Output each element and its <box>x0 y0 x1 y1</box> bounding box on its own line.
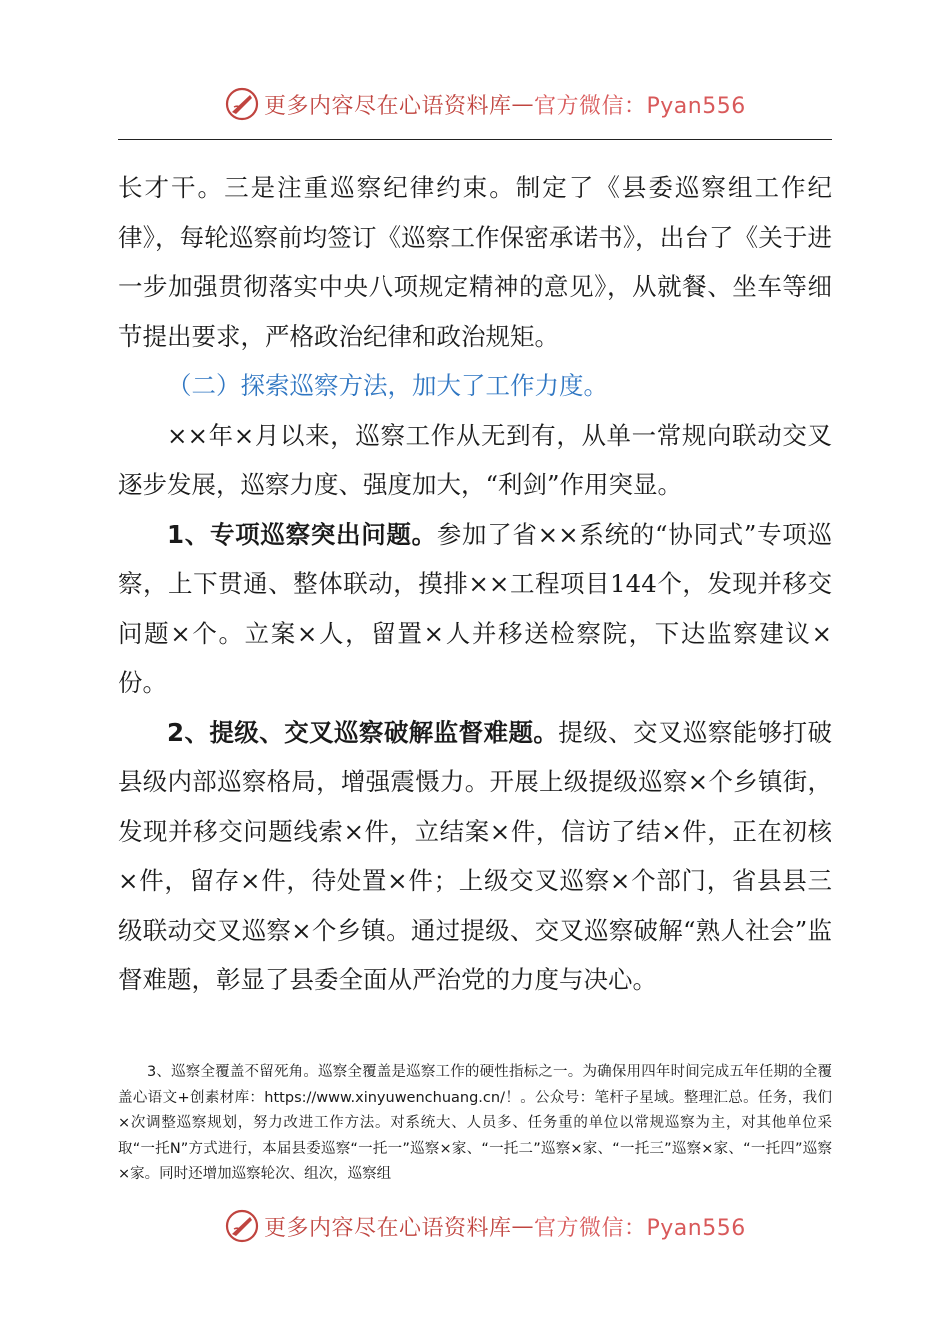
paragraph-3 <box>118 510 832 708</box>
footer-brand-wechat: 官方微信：Pyan556 <box>534 1215 746 1241</box>
paragraph-4-text: 提级、交叉巡察能够打破县级内部巡察格局，增强震慑力。开展上级提级巡察×个乡镇街，发现并移交问题线索×件，立结案×件，信访了结×件，正在初核×件，留存×件，待处置×件；上级交叉巡察×个部门，省县县三级联动交叉巡察×个乡镇。通过提级、交叉巡察破解“熟人社会”监督难题，彰显了县委全面从严治党的力度与决心。 <box>118 717 833 994</box>
header-divider <box>118 139 832 140</box>
brand-dash: — <box>511 91 535 117</box>
paragraph-2: ××年×月以来，巡察工作从无到有，从单一常规向联动交叉逐步发展，巡察力度、强度加大，“利剑”作用突显。 <box>118 420 832 499</box>
paragraph-5-small: 3、巡察全覆盖不留死角。巡察全覆盖是巡察工作的硬性指标之一。为确保用四年时间完成五年任期的全覆盖心语文+创素材库：https://www.xinyuwenchuang.cn/！。公众号：笔杆子星域。整理汇总。任务，我们×次调整巡察规划，努力改进工作方法。对系统大、人员多、任务重的单位以常规巡察为主，对其他单位采取“一托N”方式进行，本届县委巡察“一托一”巡察×家、“一托二”巡察×家、“一托三”巡察×家、“一托四”巡察×家。同时还增加巡察轮次、组次，巡察组 <box>118 1064 832 1182</box>
paragraph-3-text: 参加了省××系统的“协同式”专项巡察，上下贯通、整体联动，摸排××工程项目144个，发现并移交问题×个。立案×人，留置×人并移送检察院，下达监察建议×份。 <box>118 519 833 697</box>
paragraph-4-title: 2、提级、交叉巡察破解监督难题。 <box>167 717 559 747</box>
brand-text: 更多内容尽在心语资料库 <box>264 93 512 119</box>
header-watermark <box>224 84 746 124</box>
paragraph-1: 长才干。三是注重巡察纪律约束。制定了《县委巡察组工作纪律》，每轮巡察前均签订《巡察工作保密承诺书》，出台了《关于进一步加强贯彻落实中央八项规定精神的意见》，从就餐、坐车等细节提出要求，严格政治纪律和政治规矩。 <box>118 173 832 351</box>
section-heading: （二）探索巡察方法，加大了工作力度。 <box>167 371 608 400</box>
footer-brand-dash: — <box>511 1213 535 1239</box>
footer-brand-text: 更多内容尽在心语资料库 <box>264 1215 512 1241</box>
brand-wechat: 官方微信：Pyan556 <box>534 93 746 119</box>
document-body <box>118 163 832 1005</box>
quill-logo-icon <box>224 1208 260 1244</box>
quill-logo-icon <box>224 86 260 122</box>
footer-watermark <box>224 1206 746 1246</box>
paragraph-4 <box>118 708 832 1005</box>
paragraph-3-title: 1、专项巡察突出问题。 <box>167 519 437 549</box>
